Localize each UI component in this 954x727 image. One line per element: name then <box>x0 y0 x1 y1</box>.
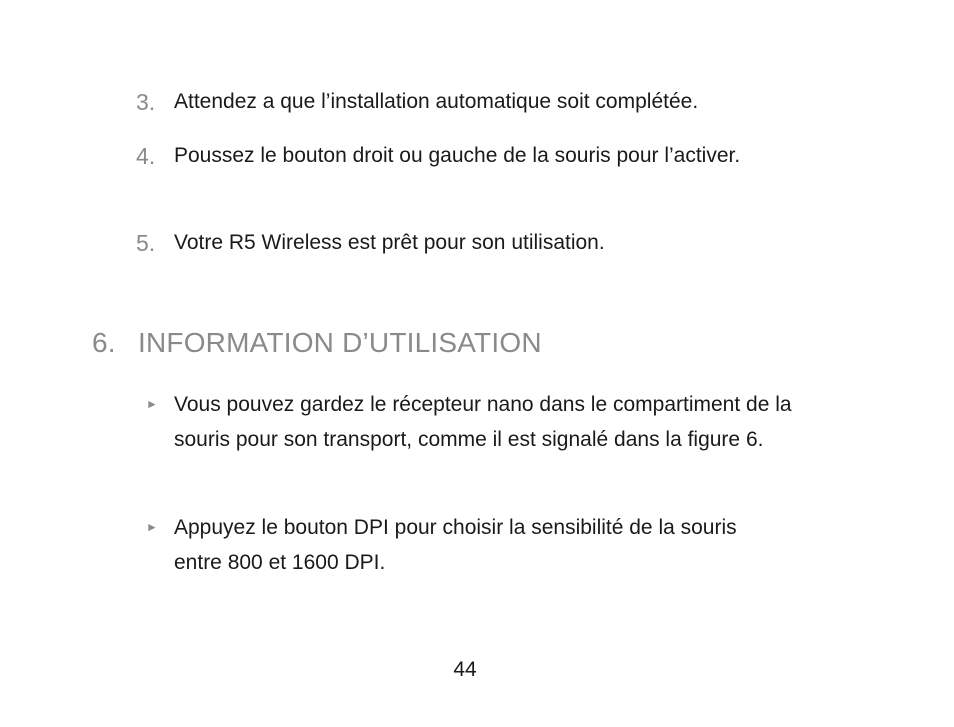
section-heading <box>92 323 542 363</box>
step-5 <box>136 226 836 260</box>
bullet-item-1 <box>146 387 836 457</box>
step-number: 3. <box>136 89 156 115</box>
step-4 <box>136 139 776 173</box>
step-number: 4. <box>136 143 156 169</box>
step-number: 5. <box>136 230 156 256</box>
triangle-bullet-icon: ► <box>146 397 158 411</box>
bullet-text: Appuyez le bouton DPI pour choisir la sensibilité de la souris entre 800 et 1600 DPI. <box>174 516 737 574</box>
section-title: INFORMATION D’UTILISATION <box>138 327 542 358</box>
bullet-text: Vous pouvez gardez le récepteur nano dans le compartiment de la souris pour son transport, comme il est signalé dans la figure 6. <box>174 393 792 451</box>
step-text: Attendez a que l’installation automatique soit complétée. <box>174 90 699 113</box>
bullet-item-2 <box>146 510 786 580</box>
step-3 <box>136 85 836 119</box>
step-text: Votre R5 Wireless est prêt pour son utilisation. <box>174 231 605 254</box>
triangle-bullet-icon: ► <box>146 520 158 534</box>
page-number: 44 <box>453 658 477 681</box>
section-number: 6. <box>92 327 116 358</box>
step-text: Poussez le bouton droit ou gauche de la souris pour l’activer. <box>174 144 741 167</box>
